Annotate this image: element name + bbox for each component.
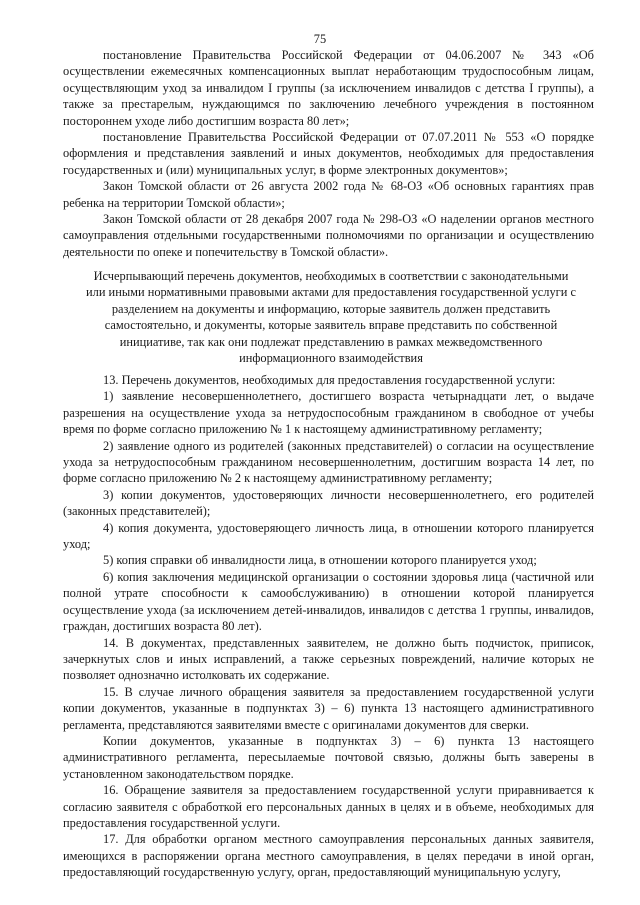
legal-acts-list — [63, 47, 594, 260]
paragraph: 2) заявление одного из родителей (законных представителей) о согласии на осуществление ухода за нетрудоспособным гражданином несовершеннолетним, достигшим возраста 14 лет, по форме согласно приложению № 2 к настоящему административному регламенту; — [63, 438, 594, 486]
paragraph: Закон Томской области от 26 августа 2002 года № 68-ОЗ «Об основных гарантиях прав ребенка на территории Томской области»; — [63, 179, 594, 210]
paragraph: 6) копия заключения медицинской организации о состоянии здоровья лица (частичной или полной утрате способности к самообслуживанию) в отношении которой планируется осуществление ухода (за исключением детей-инвалидов, инвалидов с детства 1 группы, инвалидов, граждан, достигших возраста 80 лет). — [63, 569, 594, 634]
paragraph: 16. Обращение заявителя за предоставлением государственной услуги приравнивается к согласию заявителя с обработкой его персональных данных в целях и в объеме, необходимых для предоставления государственной услуги. — [63, 783, 594, 830]
paragraph: 4) копия документа, удостоверяющего личность лица, в отношении которого планируется уход; — [63, 520, 594, 552]
paragraph: 13. Перечень документов, необходимых для предоставления государственной услуги: — [103, 373, 556, 387]
paragraph: Копии документов, указанные в подпунктах 3) – 6) пункта 13 настоящего административного регламента, пересылаемые почтовой связью, должны быть заверены в установленном законодательством порядке. — [63, 733, 594, 781]
paragraph: Закон Томской области от 28 декабря 2007 года № 298-ОЗ «О наделении органов местного самоуправления отдельными государственными полномочиями по организации и осуществлению деятельности по опеке и попечительству в Томской области». — [63, 212, 594, 259]
paragraph: 17. Для обработки органом местного самоуправления персональных данных заявителя, имеющихся в распоряжении органа местного самоуправления, в целях передачи в иной орган, предоставляющий государственную услугу, орган, предоставляющий муниципальную услугу, — [63, 832, 594, 880]
paragraph: постановление Правительства Российской Федерации от 07.07.2011 № 553 «О порядке оформления и представления заявлений и иных документов, необходимых для предоставления государственных и (или) муниципальных услуг, в форме электронных документов»; — [63, 130, 594, 177]
paragraph: 14. В документах, представленных заявителем, не должно быть подчисток, приписок, зачеркнутых слов и иных исправлений, а также серьезных повреждений, наличие которых не позволяет однозначно истолковать их содержание. — [63, 635, 594, 683]
paragraph: постановление Правительства Российской Федерации от 04.06.2007 № 343 «Об осуществлении ежемесячных компенсационных выплат неработающим трудоспособным лицам, осуществляющим уход за инвалидом I группы (за исключением инвалидов с детства I группы), а также за престарелым, нуждающимся по заключению лечебного учреждения в постоянном постороннем уходе либо достигшим возраста 80 лет»; — [63, 48, 594, 128]
paragraph: 5) копия справки об инвалидности лица, в отношении которого планируется уход; — [103, 553, 537, 568]
page-number: 75 — [313, 32, 327, 46]
documents-section — [63, 372, 594, 881]
section-heading: Исчерпывающий перечень документов, необходимых в соответствии с законодательными или иными нормативными правовыми актами для предоставления государственной услуги с разделением на документы и информацию, которые заявитель должен представить самостоятельно, и документы, которые заявитель вправе представить по собственной инициативе, так как они подлежат представлению в рамках межведомственного информационного взаимодействия — [86, 269, 576, 366]
paragraph: 15. В случае личного обращения заявителя за предоставлением государственной услуги копии документов, указанные в подпунктах 3) – 6) пункта 13 настоящего административного регламента, представляются заявителями вместе с оригиналами документов для сверки. — [63, 684, 594, 732]
paragraph: 3) копии документов, удостоверяющих личности несовершеннолетнего, его родителей (законных представителей); — [63, 487, 594, 519]
paragraph: 1) заявление несовершеннолетнего, достигшего возраста четырнадцати лет, о выдаче разрешения на осуществление ухода за нетрудоспособным гражданином в свободное от учебы время по форме согласно приложению № 1 к настоящему административному регламенту; — [63, 389, 594, 437]
